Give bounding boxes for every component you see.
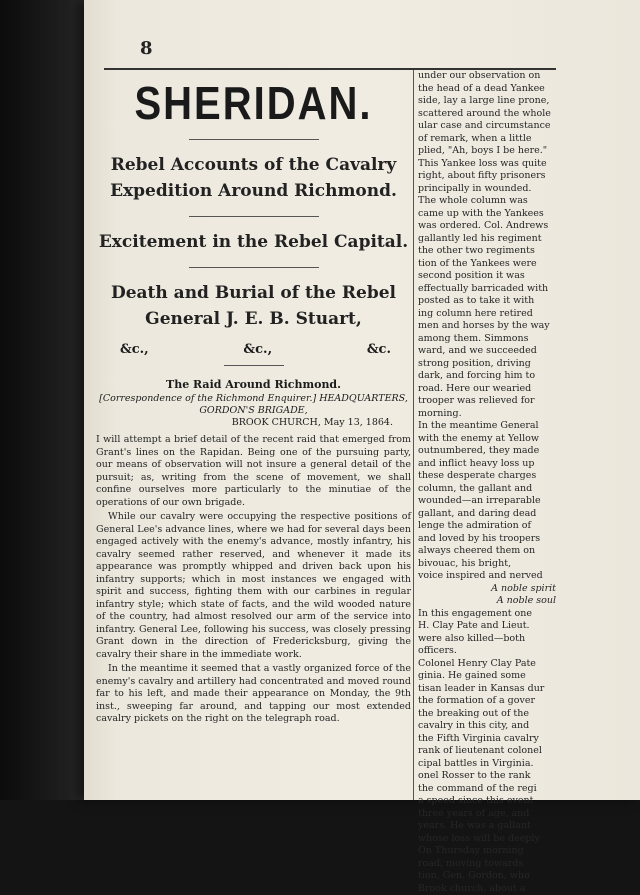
- side-column-line: three years of age, and: [418, 808, 568, 821]
- article-paragraph: In the meantime it seemed that a vastly organized force of the enemy's cavalry and artillery had concentrated and moved round far to his left, and made their appearance on Monday, the 9th inst., sweeping far around, and tapping our most extended cavalry pickets on the right on the telegraph road.: [96, 663, 411, 726]
- side-column-line: In the meantime General: [418, 420, 568, 433]
- side-column-line: voice inspired and nerved: [418, 570, 568, 583]
- side-column-line: cipal battles in Virginia.: [418, 758, 568, 771]
- side-column-line: right, about fifty prisoners: [418, 170, 568, 183]
- side-column-line: wounded—an irreparable: [418, 495, 568, 508]
- side-column-line: H. Clay Pate and Lieut.: [418, 620, 568, 633]
- side-column-line: the command of the regi: [418, 783, 568, 796]
- side-column-line: A noble spirit: [418, 583, 568, 596]
- side-column-line: the formation of a gover: [418, 695, 568, 708]
- etc-mark: &c.,: [243, 342, 272, 357]
- side-column-line: whose loss will be deeply: [418, 833, 568, 846]
- side-column-line: the Fifth Virginia cavalry: [418, 733, 568, 746]
- side-column-line: road, moving towards: [418, 858, 568, 871]
- side-column-line: gallant, and daring dead: [418, 508, 568, 521]
- side-column-line: rank of lieutenant colonel: [418, 745, 568, 758]
- page-number: 8: [140, 38, 153, 59]
- side-column-line: ing column here retired: [418, 308, 568, 321]
- rule: [224, 365, 284, 366]
- side-column-line: principally in wounded.: [418, 183, 568, 196]
- side-column-line: effectually barricaded with: [418, 283, 568, 296]
- side-column-line: Colonel Henry Clay Pate: [418, 658, 568, 671]
- side-column-line: always cheered them on: [418, 545, 568, 558]
- side-column-line: second position it was: [418, 270, 568, 283]
- scan-background: [0, 0, 90, 800]
- side-column-line: was ordered. Col. Andrews: [418, 220, 568, 233]
- column-divider: [413, 70, 414, 800]
- rule: [189, 139, 319, 140]
- side-column-line: came up with the Yankees: [418, 208, 568, 221]
- side-column-line: with the enemy at Yellow: [418, 433, 568, 446]
- side-column-line: bivouac, his bright,: [418, 558, 568, 571]
- side-column-line: Brook church, about a: [418, 883, 568, 895]
- side-column-line: road. Here our wearied: [418, 383, 568, 396]
- headline: SHERIDAN.: [96, 79, 411, 131]
- side-column-line: ward, and we succeeded: [418, 345, 568, 358]
- side-column-line: dark, and forcing him to: [418, 370, 568, 383]
- side-column-line: among them. Simmons: [418, 333, 568, 346]
- side-column-line: trooper was relieved for: [418, 395, 568, 408]
- article-dateline: BROOK CHURCH, May 13, 1864.: [96, 417, 411, 428]
- main-column: [96, 72, 411, 726]
- side-column-line: scattered around the whole: [418, 108, 568, 121]
- etc-row: [96, 342, 411, 357]
- side-column-line: ular case and circumstance: [418, 120, 568, 133]
- article-paragraph: While our cavalry were occupying the respective positions of General Lee's advance lines, where we had for several days been engaged actively with the enemy's advance, mostly infantry, his cavalry seemed rather reserved, and whenever it made its appearance was promptly whipped and driven back upon his infantry supports; which in most instances we engaged with spirit and success, fighting them with our carbines in regular infantry style; which state of facts, and the wild wooded nature of the country, had almost resolved our arm of the service into infantry. General Lee, following his success, was closely pressing Grant down in the direction of Fredericksburg, giving the cavalry their share in the immediate work.: [96, 511, 411, 661]
- side-column-line: outnumbered, they made: [418, 445, 568, 458]
- side-column-line: and inflict heavy loss up: [418, 458, 568, 471]
- side-column-line: ginia. He gained some: [418, 670, 568, 683]
- side-column-line: tion, Gen. Gordon, who: [418, 870, 568, 883]
- deck-cavalry-expedition: Rebel Accounts of the Cavalry Expedition Around Richmond.: [96, 152, 411, 204]
- side-column-line: men and horses by the way: [418, 320, 568, 333]
- article-credit: [Correspondence of the Richmond Enquirer.] HEADQUARTERS, GORDON'S BRIGADE,: [96, 393, 411, 417]
- side-column-line: these desperate charges: [418, 470, 568, 483]
- side-column-line: the breaking out of the: [418, 708, 568, 721]
- article-paragraph: I will attempt a brief detail of the recent raid that emerged from Grant's lines on the Rapidan. Being one of the pursuing party, our means of observation will not insure a general detail of the pursuit; as, writing from the scene of movement, we shall confine ourselves more particularly to the minutiae of the operations of our own brigade.: [96, 434, 411, 509]
- side-column-line: tion of the Yankees were: [418, 258, 568, 271]
- rule: [189, 216, 319, 217]
- deck-death-of-stuart: Death and Burial of the Rebel General J. E. B. Stuart,: [96, 280, 411, 332]
- side-column-line: years. He was a gallant: [418, 820, 568, 833]
- side-column-line: strong position, driving: [418, 358, 568, 371]
- side-column-line: were also killed—both: [418, 633, 568, 646]
- side-column-line: morning.: [418, 408, 568, 421]
- side-column-line: the other two regiments: [418, 245, 568, 258]
- side-column-line: of remark, when a little: [418, 133, 568, 146]
- side-column-line: column, the gallant and: [418, 483, 568, 496]
- deck-rebel-capital: Excitement in the Rebel Capital.: [96, 229, 411, 255]
- side-column-line: gallantly led his regiment: [418, 233, 568, 246]
- side-column-line: onel Rosser to the rank: [418, 770, 568, 783]
- side-column-line: the head of a dead Yankee: [418, 83, 568, 96]
- etc-mark: &c.,: [120, 342, 149, 357]
- article-title: The Raid Around Richmond.: [96, 378, 411, 391]
- side-column-line: and loved by his troopers: [418, 533, 568, 546]
- side-column-line: lenge the admiration of: [418, 520, 568, 533]
- side-column-line: tisan leader in Kansas dur: [418, 683, 568, 696]
- side-column-line: This Yankee loss was quite: [418, 158, 568, 171]
- side-column-line: a speed since this event: [418, 795, 568, 808]
- side-column-line: under our observation on: [418, 70, 568, 83]
- side-column-line: In this engagement one: [418, 608, 568, 621]
- side-column-line: The whole column was: [418, 195, 568, 208]
- side-column: [418, 70, 568, 895]
- side-column-line: posted as to take it with: [418, 295, 568, 308]
- etc-mark: &c.: [367, 342, 391, 357]
- rule: [189, 267, 319, 268]
- side-column-line: plied, "Ah, boys I be here.": [418, 145, 568, 158]
- side-column-line: side, lay a large line prone,: [418, 95, 568, 108]
- side-column-line: cavalry in this city, and: [418, 720, 568, 733]
- side-column-line: officers.: [418, 645, 568, 658]
- side-column-line: On Thursday morning: [418, 845, 568, 858]
- side-column-line: A noble soul: [418, 595, 568, 608]
